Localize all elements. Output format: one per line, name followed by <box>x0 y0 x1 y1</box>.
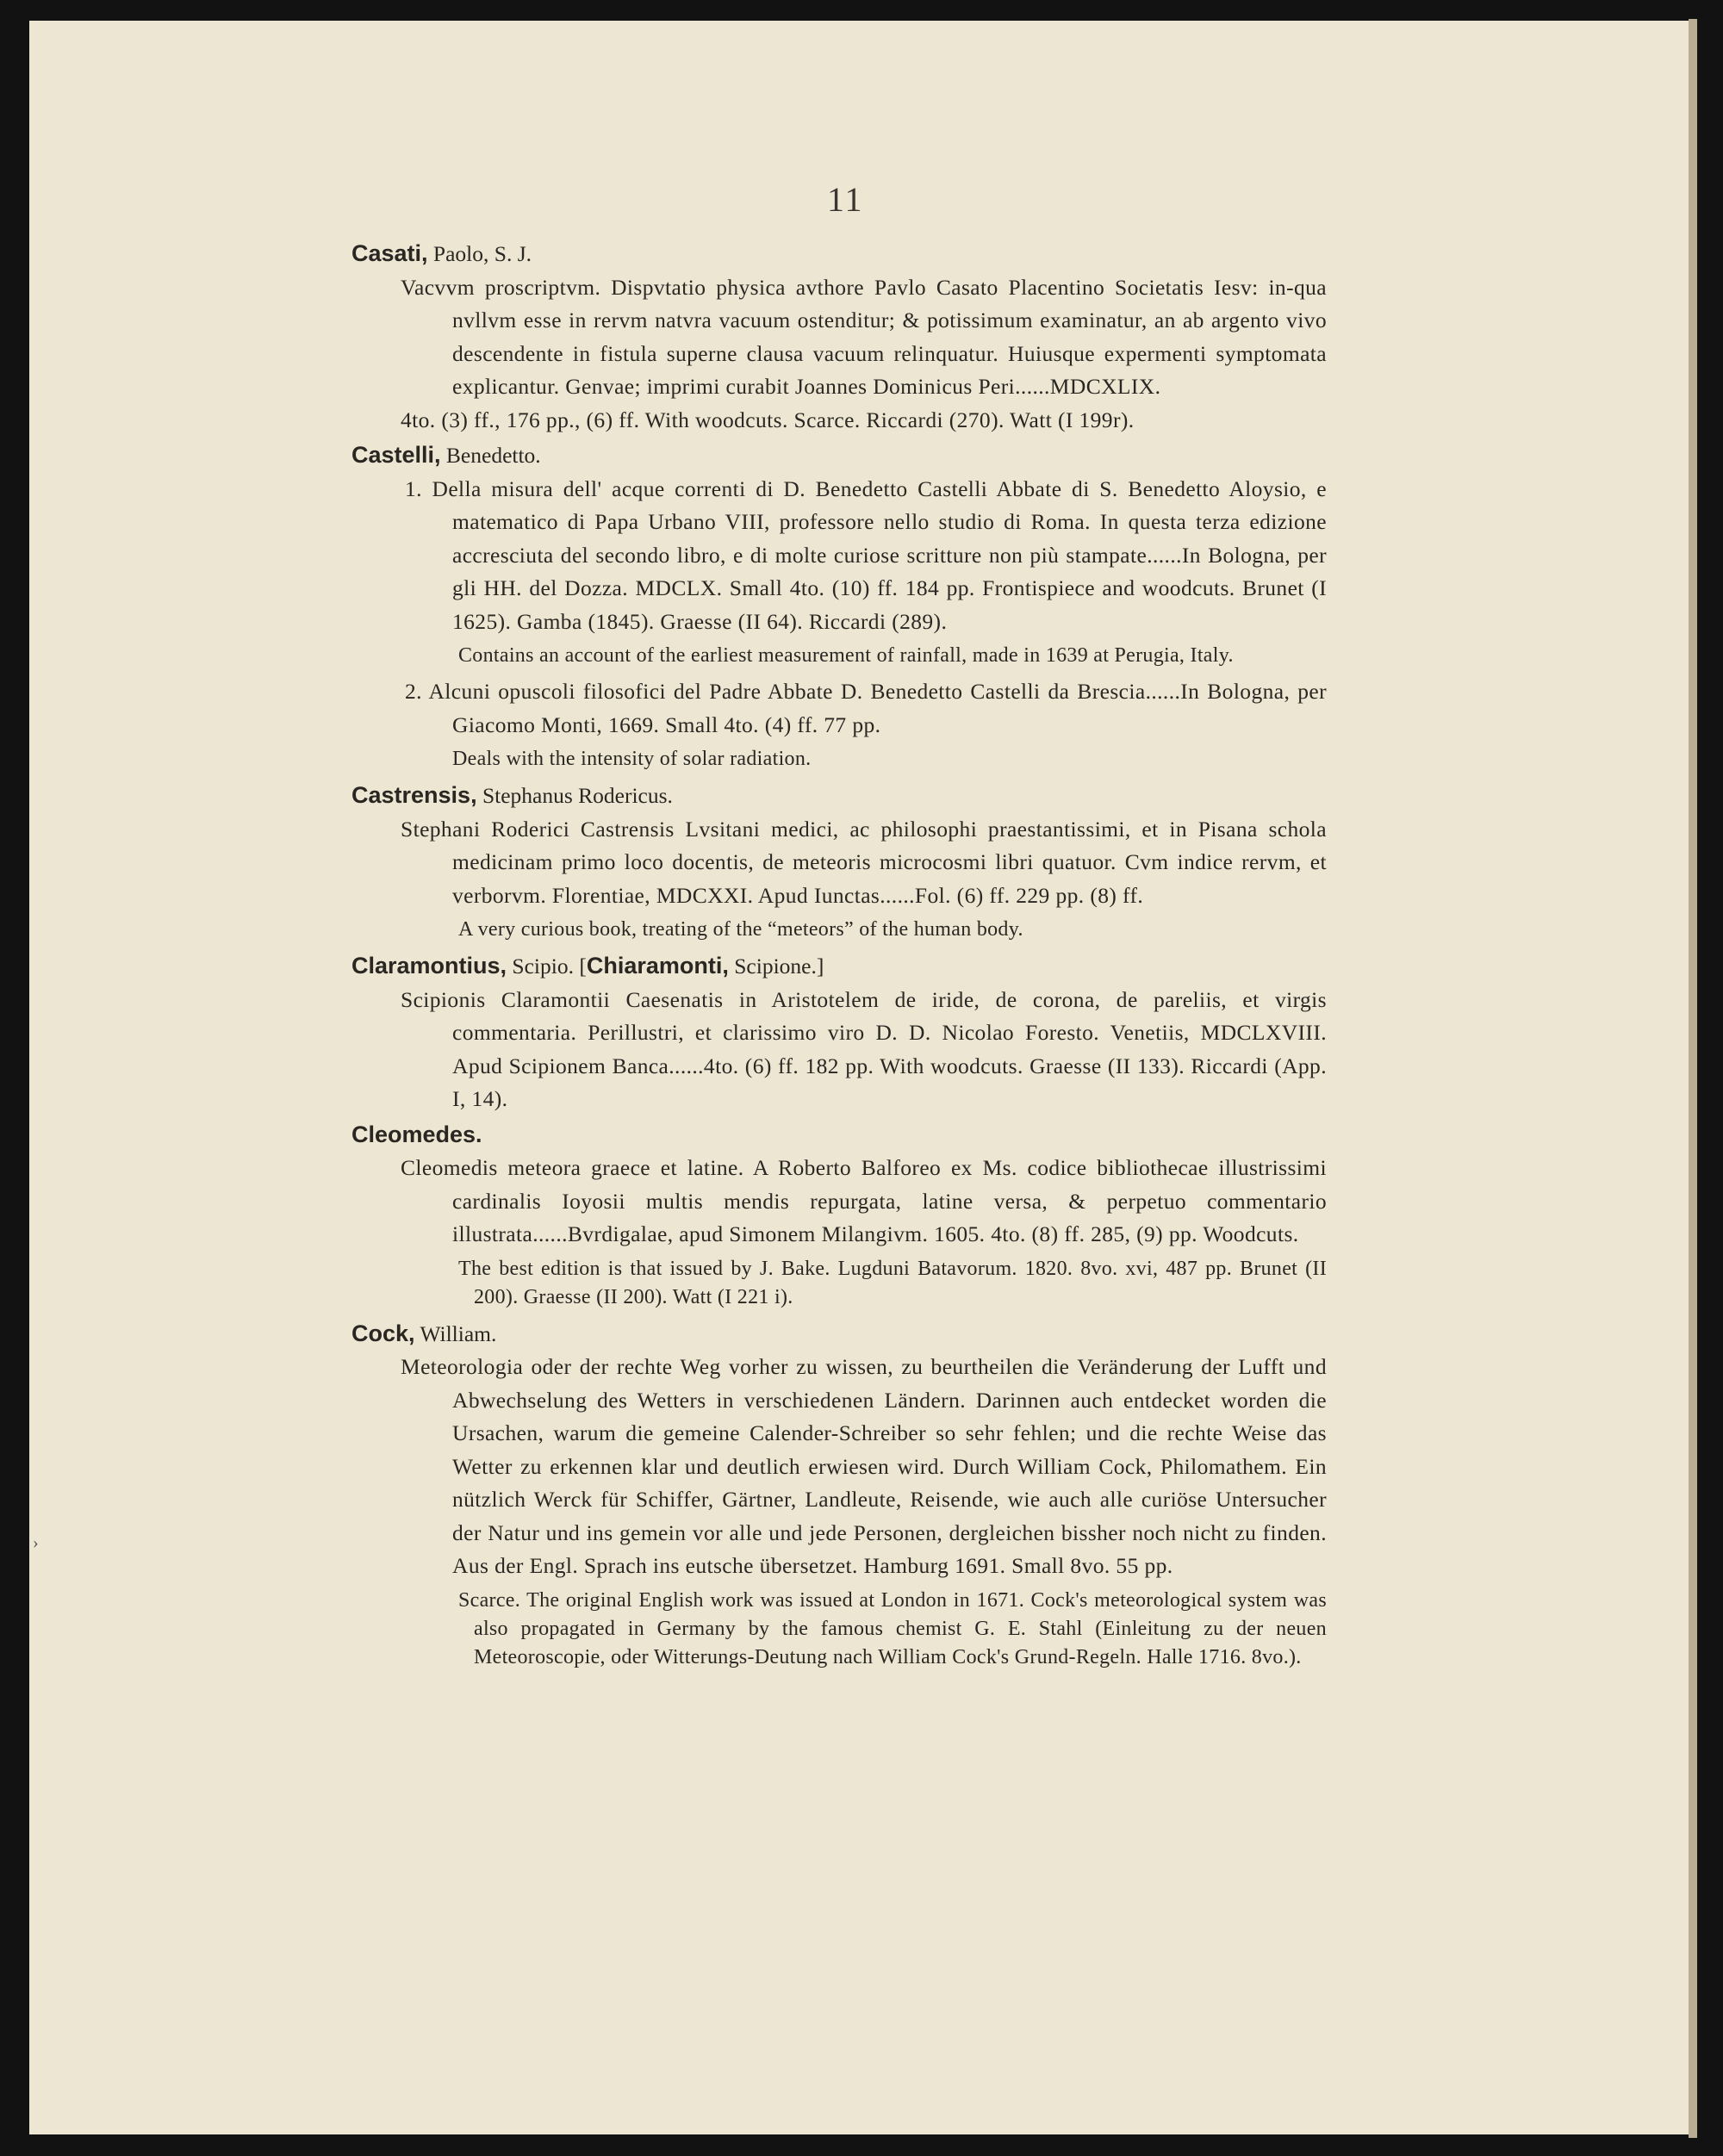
entry-description: Stephani Roderici Castrensis Lvsitani medici, ac philosophi praestantissimi, et in Pisana schola medicinam primo loco docentis, de meteoris microcosmi libri quatuor. Cvm indice rervm, et verborvm. Florentiae, MDCXXI. Apud Iunctas......Fol. (6) ff. 229 pp. (8) ff. <box>401 816 1327 908</box>
page-edge <box>1689 19 1697 2138</box>
entry-cleomedes <box>345 1118 1327 1312</box>
alt-forename: Scipione.] <box>728 954 824 979</box>
author-forename: William. <box>414 1320 497 1346</box>
entry-item-1: 1. Della misura dell' acque correnti di D. Benedetto Castelli Abbate di S. Benedetto Aloysio, e matematico di Papa Urbano VIII, professore nello studio di Roma. In questa terza edizione accresciuta del secondo libro, e di molte curiose scritture non più stampate......In Bologna, per gli HH. del Dozza. MDCLX. Small 4to. (10) ff. 184 pp. Frontispiece and woodcuts. Brunet (I 1625). Gamba (1845). Graesse (II 64). Riccardi (289). <box>405 475 1327 634</box>
entry-claramontius <box>345 949 1327 1116</box>
author-surname: Cock, <box>351 1320 415 1346</box>
alt-surname: Chiaramonti, <box>586 953 729 979</box>
author-forename: Stephanus Rodericus. <box>476 783 673 808</box>
entry-description: Cleomedis meteora graece et latine. A Roberto Balforeo ex Ms. codice bibliothecae illustrissimi cardinalis Ioyosii multis mendis repurgata, latine versa, & perpetuo commentario illustrata......Bvrdigalae, apud Simonem Milangivm. 1605. 4to. (8) ff. 285, (9) pp. Woodcuts. <box>401 1155 1327 1246</box>
author-surname: Casati, <box>351 240 428 266</box>
author-surname: Cleomedes. <box>351 1121 482 1147</box>
page-number: 11 <box>827 180 864 219</box>
entry-item-2: 2. Alcuni opuscoli filosofici del Padre Abbate D. Benedetto Castelli da Brescia......In Bologna, per Giacomo Monti, 1669. Small 4to. (4) ff. 77 pp. <box>405 679 1327 737</box>
margin-mark: › <box>33 1533 39 1552</box>
author-surname: Castelli, <box>351 442 441 468</box>
entry-heading <box>351 237 1327 271</box>
entry-collation: 4to. (3) ff., 176 pp., (6) ff. With woodcuts. Scarce. Riccardi (270). Watt (I 199r). <box>401 407 1135 432</box>
entry-casati <box>345 237 1327 437</box>
alt-name-open: [ <box>573 954 587 979</box>
entry-note-2: Deals with the intensity of solar radiation. <box>452 748 812 770</box>
entry-heading <box>351 1317 1327 1351</box>
entry-description: Meteorologia oder der rechte Weg vorher zu wissen, zu beurtheilen die Veränderung der Lufft und Abwechselung des Wetters in verschiedenen Ländern. Darinnen auch entdecket worden die Ursachen, warum die gemeine Calender-Schreiber so sehr fehlen; und die rechte Weise das Wetter zu erkennen klar und deutlich erwiesen wird. Durch William Cock, Philomathem. Ein nützlich Werck für Schiffer, Gärtner, Landleute, Reisende, wie auch alle curiöse Untersucher der Natur und ins gemein vor alle und jede Personen, dergleichen bissher noch nicht zu finden. Aus der Engl. Sprach ins eutsche übersetzet. Hamburg 1691. Small 8vo. 55 pp. <box>401 1354 1327 1578</box>
author-forename: Benedetto. <box>440 443 541 468</box>
author-forename: Scipio. <box>507 954 574 979</box>
entry-castrensis <box>345 779 1327 944</box>
entry-description: Scipionis Claramontii Caesenatis in Aristotelem de iride, de corona, de pareliis, et virgis commentaria. Perillustri, et clarissimo viro D. D. Nicolao Foresto. Venetiis, MDCLXVIII. Apud Scipionem Banca......4to. (6) ff. 182 pp. With woodcuts. Graesse (II 133). Riccardi (App. I, 14). <box>401 986 1327 1111</box>
entry-note: The best edition is that issued by J. Bake. Lugduni Batavorum. 1820. 8vo. xvi, 487 pp. Brunet (II 200). Graesse (II 200). Watt (I 221 i). <box>458 1257 1327 1308</box>
author-surname: Claramontius, <box>351 953 507 979</box>
entry-note: A very curious book, treating of the “meteors” of the human body. <box>458 918 1023 941</box>
entry-heading <box>351 1118 1327 1153</box>
entry-note: Scarce. The original English work was issued at London in 1671. Cock's meteorological system was also propagated in Germany by the famous chemist G. E. Stahl (Einleitung zu der neuen Meteoroscopie, oder Witterungs-Deutung nach William Cock's Grund-Regeln. Halle 1716. 8vo.). <box>458 1588 1327 1668</box>
entry-castelli <box>345 438 1327 774</box>
author-forename: Paolo, S. J. <box>427 241 532 266</box>
entry-heading <box>351 779 1327 813</box>
entry-heading <box>351 438 1327 473</box>
author-surname: Castrensis, <box>351 782 477 808</box>
entry-cock <box>345 1317 1327 1672</box>
entry-note-1: Contains an account of the earliest measurement of rainfall, made in 1639 at Perugia, Italy. <box>458 644 1234 667</box>
entry-heading <box>351 949 1327 984</box>
bibliography-content <box>345 237 1327 1677</box>
entry-description: Vacvvm proscriptvm. Dispvtatio physica avthore Pavlo Casato Placentino Societatis Iesv: in-qua nvllvm esse in rervm natvra vacuum ostenditur; & potissimum examinatur, an ab argento vivo descendente in fistula superne clausa vacuum relinquatur. Huiusque expermenti symptomata explicantur. Genvae; imprimi curabit Joannes Dominicus Peri......MDCXLIX. <box>401 274 1327 399</box>
